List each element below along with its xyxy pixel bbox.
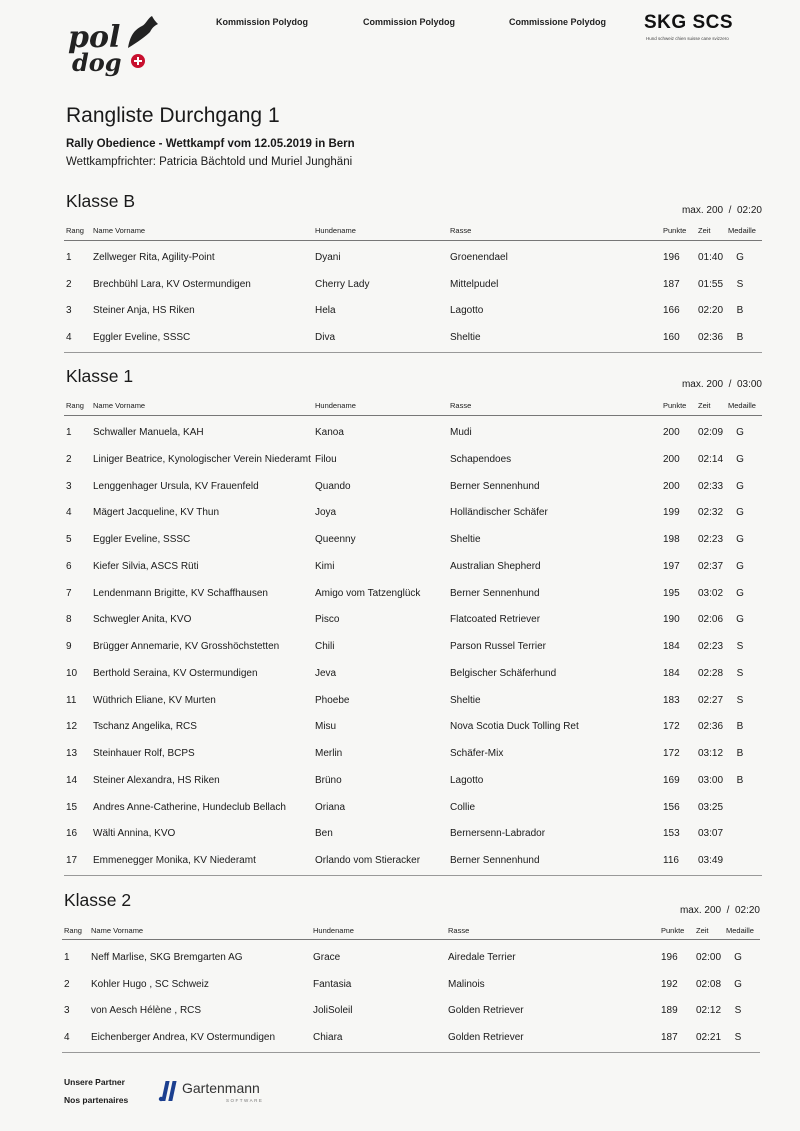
cell-rang: 4 (66, 332, 72, 344)
cell-name: Lendenmann Brigitte, KV Schaffhausen (93, 587, 268, 599)
cell-hundename: Pisco (315, 614, 340, 626)
table-row (66, 695, 762, 711)
cell-zeit: 02:08 (696, 978, 722, 990)
cell-name: Schwegler Anita, KVO (93, 614, 192, 626)
cell-hundename: Ben (315, 828, 333, 840)
cell-name: Steinhauer Rolf, BCPS (93, 748, 195, 759)
table-row (66, 748, 762, 764)
cell-rang: 16 (66, 828, 78, 840)
table-row (66, 481, 762, 497)
cell-punkte: 200 (663, 453, 680, 465)
cell-punkte: 197 (663, 560, 680, 572)
cell-rang: 3 (64, 1005, 70, 1017)
logo-text-bottom: dog (72, 48, 122, 77)
cell-rang: 14 (66, 774, 78, 786)
col-header-hundename: Hundename (315, 226, 356, 235)
cell-medaille: S (736, 641, 744, 652)
cell-hundename: Chiara (313, 1032, 343, 1044)
cell-rang: 13 (66, 748, 78, 759)
swiss-cross-icon (131, 54, 145, 68)
cell-name: Emmenegger Monika, KV Niederamt (93, 855, 256, 866)
col-header-medaille: Medaille (728, 401, 756, 410)
cell-name: Schwaller Manuela, KAH (93, 427, 204, 438)
skg-logo-subtext: Hund schweiz chien suisse cane svizzero (646, 36, 729, 41)
cell-rang: 3 (66, 480, 72, 492)
cell-punkte: 195 (663, 587, 680, 599)
col-header-name: Name Vorname (93, 401, 146, 410)
cell-name: Neff Marlise, SKG Bremgarten AG (91, 952, 243, 963)
cell-rasse: Schäfer-Mix (450, 748, 504, 759)
section-bottom-divider (64, 352, 762, 353)
table-row (66, 668, 762, 684)
cell-rasse: Golden Retriever (448, 1005, 524, 1017)
cell-rasse: Berner Sennenhund (450, 855, 540, 866)
cell-hundename: Grace (313, 952, 341, 963)
cell-zeit: 02:36 (698, 332, 724, 344)
cell-zeit: 01:55 (698, 278, 724, 290)
cell-punkte: 172 (663, 748, 680, 759)
cell-rang: 3 (66, 305, 72, 317)
cell-rang: 7 (66, 587, 72, 599)
cell-punkte: 166 (663, 305, 680, 317)
cell-name: Liniger Beatrice, Kynologischer Verein Niederamt (93, 453, 311, 465)
cell-hundename: Fantasia (313, 978, 352, 990)
cell-medaille: G (736, 614, 744, 626)
col-header-name: Name Vorname (91, 926, 144, 935)
cell-punkte: 116 (663, 855, 679, 866)
header-divider (64, 240, 762, 241)
table-row (66, 855, 762, 871)
polydog-logo (66, 14, 161, 84)
partner-label-fr: Nos partenaires (64, 1095, 129, 1105)
col-header-rasse: Rasse (448, 926, 470, 935)
table-row (66, 802, 762, 818)
cell-name: Eggler Eveline, SSSC (93, 534, 191, 545)
cell-medaille: B (736, 332, 744, 344)
cell-rang: 2 (64, 978, 70, 990)
cell-zeit: 03:12 (698, 748, 724, 759)
sponsor-subtext: SOFTWARE (226, 1098, 264, 1103)
cell-rang: 9 (66, 641, 72, 652)
cell-rang: 15 (66, 801, 78, 813)
cell-zeit: 02:23 (698, 534, 724, 545)
cell-punkte: 196 (661, 952, 678, 963)
cell-rang: 2 (66, 453, 72, 465)
cell-hundename: Cherry Lady (315, 278, 370, 290)
cell-zeit: 02:33 (698, 480, 724, 492)
cell-zeit: 02:21 (696, 1032, 722, 1044)
section-bottom-divider (64, 875, 762, 876)
cell-hundename: Filou (315, 453, 337, 465)
cell-name: Wüthrich Eliane, KV Murten (93, 694, 216, 706)
col-header-rasse: Rasse (450, 401, 472, 410)
cell-medaille: B (736, 305, 744, 317)
gartenmann-logo (158, 1077, 278, 1107)
cell-medaille: G (736, 453, 744, 465)
col-header-rasse: Rasse (450, 226, 472, 235)
cell-rasse: Sheltie (450, 534, 481, 545)
col-header-rang: Rang (66, 226, 84, 235)
cell-rasse: Lagotto (450, 774, 484, 786)
cell-zeit: 02:00 (696, 952, 722, 963)
cell-rasse: Australian Shepherd (450, 560, 541, 572)
cell-name: von Aesch Hélène , RCS (91, 1005, 202, 1017)
cell-name: Wälti Annina, KVO (93, 828, 176, 840)
cell-name: Kiefer Silvia, ASCS Rüti (93, 560, 199, 572)
cell-rang: 1 (66, 427, 72, 438)
cell-punkte: 153 (663, 828, 680, 840)
cell-punkte: 183 (663, 694, 680, 706)
cell-zeit: 03:25 (698, 801, 724, 813)
cell-punkte: 160 (663, 332, 680, 344)
cell-medaille: G (736, 427, 744, 438)
header-kommission-de: Kommission Polydog (216, 17, 309, 27)
cell-hundename: JoliSoleil (313, 1005, 353, 1017)
cell-rang: 4 (66, 507, 72, 519)
cell-hundename: Kanoa (315, 427, 344, 438)
cell-medaille: S (736, 667, 744, 679)
table-row (66, 279, 762, 295)
cell-rasse: Mittelpudel (450, 278, 499, 290)
table-row (64, 1032, 760, 1048)
cell-rang: 6 (66, 560, 72, 572)
cell-rasse: Airedale Terrier (448, 952, 516, 963)
cell-name: Brügger Annemarie, KV Grosshöchstetten (93, 641, 280, 652)
cell-rasse: Nova Scotia Duck Tolling Ret (450, 721, 579, 733)
cell-zeit: 02:37 (698, 560, 724, 572)
table-row (66, 252, 762, 268)
col-header-punkte: Punkte (661, 926, 685, 935)
cell-name: Mägert Jacqueline, KV Thun (93, 507, 220, 519)
cell-hundename: Joya (315, 507, 337, 519)
cell-rasse: Schapendoes (450, 453, 512, 465)
table-row (66, 534, 762, 550)
cell-name: Tschanz Angelika, RCS (93, 721, 197, 733)
gartenmann-bars-icon (158, 1079, 182, 1103)
section-max-values: max. 200 / 02:20 (681, 205, 762, 216)
page-title: Rangliste Durchgang 1 (66, 104, 280, 127)
cell-hundename: Queenny (315, 534, 356, 545)
header-kommission-it: Commissione Polydog (509, 17, 607, 27)
cell-zeit: 02:06 (698, 614, 724, 626)
cell-rang: 4 (64, 1032, 70, 1044)
cell-zeit: 02:28 (698, 667, 724, 679)
cell-medaille: G (736, 507, 744, 519)
col-header-punkte: Punkte (663, 401, 687, 410)
cell-punkte: 184 (663, 641, 680, 652)
cell-name: Eichenberger Andrea, KV Ostermundigen (91, 1032, 275, 1044)
cell-rasse: Collie (450, 801, 476, 813)
cell-zeit: 03:07 (698, 828, 724, 840)
cell-hundename: Phoebe (315, 694, 350, 706)
cell-medaille: G (736, 534, 744, 545)
section-title: Klasse 2 (64, 890, 132, 910)
cell-hundename: Misu (315, 721, 337, 733)
cell-rasse: Malinois (448, 978, 485, 990)
section-title: Klasse 1 (66, 366, 134, 386)
cell-punkte: 172 (663, 721, 680, 733)
cell-punkte: 187 (663, 278, 680, 290)
cell-name: Kohler Hugo , SC Schweiz (91, 978, 209, 990)
cell-rang: 11 (66, 694, 77, 706)
cell-rasse: Flatcoated Retriever (450, 614, 541, 626)
cell-zeit: 02:32 (698, 507, 724, 519)
cell-name: Eggler Eveline, SSSC (93, 332, 191, 344)
cell-hundename: Orlando vom Stieracker (315, 855, 421, 866)
cell-medaille: G (736, 560, 744, 572)
col-header-rang: Rang (66, 401, 84, 410)
col-header-punkte: Punkte (663, 226, 687, 235)
cell-punkte: 189 (661, 1005, 678, 1017)
header-kommission-fr: Commission Polydog (363, 17, 456, 27)
cell-rang: 1 (64, 952, 70, 963)
cell-punkte: 190 (663, 614, 680, 626)
cell-punkte: 198 (663, 534, 680, 545)
logo-text-top: pol (68, 20, 121, 55)
cell-hundename: Quando (315, 480, 351, 492)
cell-name: Andres Anne-Catherine, Hundeclub Bellach (93, 801, 286, 813)
cell-rasse: Belgischer Schäferhund (450, 667, 557, 679)
cell-hundename: Merlin (315, 748, 343, 759)
cell-zeit: 03:02 (698, 587, 724, 599)
cell-zeit: 03:49 (698, 855, 724, 866)
cell-rasse: Berner Sennenhund (450, 587, 540, 599)
cell-rasse: Sheltie (450, 332, 481, 344)
cell-hundename: Chili (315, 641, 335, 652)
cell-hundename: Dyani (315, 252, 341, 263)
col-header-medaille: Medaille (728, 226, 756, 235)
cell-name: Berthold Seraina, KV Ostermundigen (93, 667, 258, 679)
cell-zeit: 01:40 (698, 252, 724, 263)
cell-medaille: S (736, 694, 744, 706)
cell-hundename: Jeva (315, 667, 337, 679)
cell-medaille: B (736, 721, 744, 733)
cell-punkte: 184 (663, 667, 680, 679)
cell-rasse: Bernersenn-Labrador (450, 828, 546, 840)
cell-rang: 5 (66, 534, 72, 545)
cell-hundename: Brüno (315, 774, 342, 786)
cell-zeit: 02:20 (698, 305, 724, 317)
cell-medaille: S (734, 1005, 742, 1017)
cell-hundename: Amigo vom Tatzenglück (315, 587, 421, 599)
table-row (64, 952, 760, 968)
cell-punkte: 192 (661, 978, 678, 990)
section-max-values: max. 200 / 02:20 (679, 905, 760, 916)
col-header-rang: Rang (64, 926, 82, 935)
cell-zeit: 02:23 (698, 641, 724, 652)
cell-name: Zellweger Rita, Agility-Point (93, 252, 215, 263)
col-header-zeit: Zeit (698, 401, 711, 410)
table-row (66, 305, 762, 321)
section-bottom-divider (62, 1052, 760, 1053)
table-row (66, 614, 762, 630)
col-header-hundename: Hundename (313, 926, 354, 935)
cell-zeit: 02:36 (698, 721, 724, 733)
table-row (66, 641, 762, 657)
cell-hundename: Hela (315, 305, 336, 317)
skg-logo-text: SKG SCS (644, 12, 734, 33)
partner-label-de: Unsere Partner (64, 1077, 125, 1087)
competition-subtitle: Rally Obedience - Wettkampf vom 12.05.2019 in Bern (66, 138, 355, 150)
cell-rasse: Sheltie (450, 694, 481, 706)
table-row (66, 507, 762, 523)
judges-line: Wettkampfrichter: Patricia Bächtold und Muriel Junghäni (66, 156, 353, 168)
cell-rang: 12 (66, 721, 78, 733)
section-max-values: max. 200 / 03:00 (681, 379, 762, 390)
cell-rasse: Berner Sennenhund (450, 480, 540, 492)
cell-name: Brechbühl Lara, KV Ostermundigen (93, 278, 251, 290)
cell-rasse: Holländischer Schäfer (450, 507, 548, 519)
table-row (66, 561, 762, 577)
table-row (66, 454, 762, 470)
cell-punkte: 199 (663, 507, 680, 519)
col-header-medaille: Medaille (726, 926, 754, 935)
cell-name: Steiner Alexandra, HS Riken (93, 774, 220, 786)
dog-silhouette-icon (124, 14, 160, 50)
col-header-name: Name Vorname (93, 226, 146, 235)
cell-medaille: G (734, 952, 742, 963)
cell-rang: 2 (66, 278, 72, 290)
sponsor-name: Gartenmann (182, 1080, 260, 1096)
table-row (66, 721, 762, 737)
cell-medaille: G (736, 480, 744, 492)
cell-punkte: 187 (661, 1032, 678, 1044)
cell-zeit: 02:14 (698, 453, 724, 465)
cell-punkte: 200 (663, 427, 680, 438)
cell-rang: 10 (66, 667, 78, 679)
cell-medaille: B (736, 748, 744, 759)
table-row (64, 979, 760, 995)
table-row (66, 588, 762, 604)
cell-medaille: S (734, 1032, 742, 1044)
cell-zeit: 02:27 (698, 694, 724, 706)
col-header-zeit: Zeit (696, 926, 709, 935)
col-header-hundename: Hundename (315, 401, 356, 410)
cell-medaille: B (736, 774, 744, 786)
section-title: Klasse B (66, 191, 136, 211)
cell-hundename: Kimi (315, 560, 335, 572)
cell-medaille: S (736, 278, 744, 290)
cell-rasse: Lagotto (450, 305, 484, 317)
table-row (66, 332, 762, 348)
cell-rang: 1 (66, 252, 72, 263)
table-row (66, 775, 762, 791)
cell-medaille: G (736, 587, 744, 599)
cell-punkte: 156 (663, 801, 680, 813)
table-row (64, 1005, 760, 1021)
cell-punkte: 196 (663, 252, 680, 263)
cell-rasse: Golden Retriever (448, 1032, 524, 1044)
cell-hundename: Oriana (315, 801, 346, 813)
cell-name: Lenggenhager Ursula, KV Frauenfeld (93, 480, 259, 492)
cell-rang: 8 (66, 614, 72, 626)
table-row (66, 427, 762, 443)
cell-name: Steiner Anja, HS Riken (93, 305, 195, 317)
header-divider (64, 415, 762, 416)
cell-zeit: 03:00 (698, 774, 724, 786)
cell-rasse: Parson Russel Terrier (450, 641, 546, 652)
cell-punkte: 200 (663, 480, 680, 492)
cell-rasse: Groenendael (450, 252, 508, 263)
cell-zeit: 02:12 (696, 1005, 722, 1017)
col-header-zeit: Zeit (698, 226, 711, 235)
cell-hundename: Diva (315, 332, 336, 344)
cell-medaille: G (734, 978, 742, 990)
cell-medaille: G (736, 252, 744, 263)
header-divider (62, 939, 760, 940)
cell-punkte: 169 (663, 774, 680, 786)
cell-rang: 17 (66, 855, 78, 866)
cell-zeit: 02:09 (698, 427, 724, 438)
skg-logo (644, 12, 764, 46)
table-row (66, 828, 762, 844)
cell-rasse: Mudi (450, 427, 472, 438)
